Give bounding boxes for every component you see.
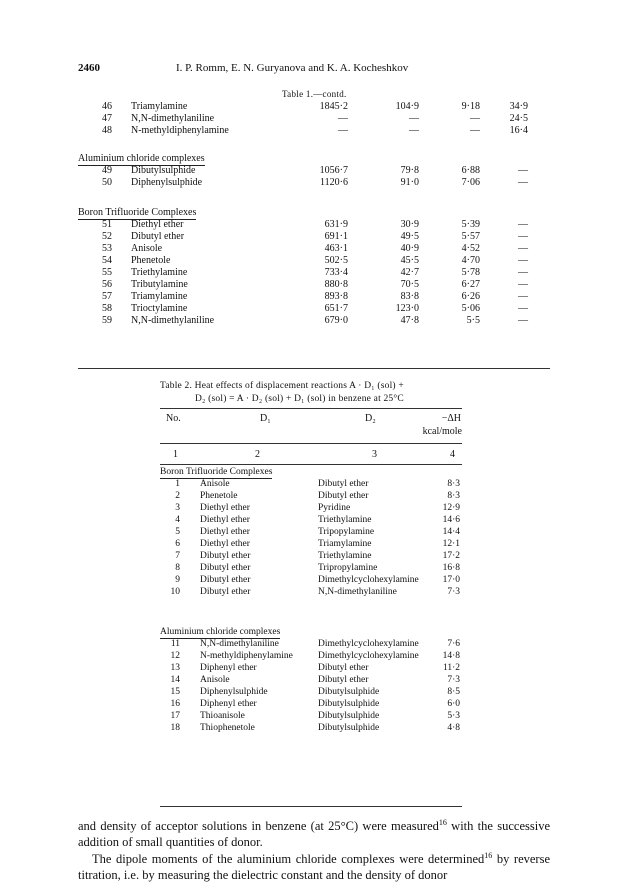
donor-2: Dimethylcyclohexylamine xyxy=(318,639,419,649)
table1-row xyxy=(0,315,624,327)
heat-value: 7·6 xyxy=(447,639,460,649)
compound-name: Tributylamine xyxy=(131,279,188,290)
donor-2: N,N-dimethylaniline xyxy=(318,587,397,597)
row-number: 1 xyxy=(175,479,180,489)
heat-value: 4·8 xyxy=(447,723,460,733)
heat-value: 8·3 xyxy=(447,479,460,489)
value-cell: — xyxy=(518,243,528,254)
table2-row xyxy=(0,698,624,710)
table2-row xyxy=(0,710,624,722)
table1-row xyxy=(0,113,624,125)
p2-reference: 16 xyxy=(484,850,493,860)
value-cell: 45·5 xyxy=(400,255,419,266)
table2-row xyxy=(0,650,624,662)
table2-top-rule xyxy=(160,408,462,409)
table1-row xyxy=(0,177,624,189)
value-cell: 733·4 xyxy=(324,267,348,278)
value-cell: 24·5 xyxy=(509,113,528,124)
row-number: 9 xyxy=(175,575,180,585)
value-cell: 5·06 xyxy=(461,303,480,314)
compound-name: Anisole xyxy=(131,243,163,254)
section-heading-aluminium: Aluminium chloride complexes xyxy=(160,627,281,637)
value-cell: — xyxy=(338,113,348,124)
author-line: I. P. Romm, E. N. Guryanova and K. A. Kocheshkov xyxy=(176,62,409,74)
donor-1: Diethyl ether xyxy=(200,503,250,513)
donor-2: Triamylamine xyxy=(318,539,372,549)
donor-2: Dibutyl ether xyxy=(318,491,369,501)
donor-1: Diphenyl ether xyxy=(200,663,257,673)
row-number: 53 xyxy=(102,243,112,254)
donor-1: Thioanisole xyxy=(200,711,245,721)
compound-name: N,N-dimethylaniline xyxy=(131,315,215,326)
table2-row xyxy=(0,574,624,586)
donor-2: Dimethylcyclohexylamine xyxy=(318,651,419,661)
donor-1: Dibutyl ether xyxy=(200,551,251,561)
table1-row xyxy=(0,101,624,113)
heat-value: 12·9 xyxy=(442,503,460,513)
row-number: 11 xyxy=(170,639,180,649)
donor-2: Dibutylsulphide xyxy=(318,723,380,733)
row-number: 49 xyxy=(102,165,112,176)
table1-row xyxy=(0,243,624,255)
p2-text: The dipole moments of the aluminium chloride complexes were determined xyxy=(92,852,485,866)
row-number: 16 xyxy=(170,699,180,709)
value-cell: 1845·2 xyxy=(319,101,348,112)
row-number: 54 xyxy=(102,255,112,266)
table2-row xyxy=(0,638,624,650)
value-cell: 70·5 xyxy=(400,279,419,290)
heat-value: 17·2 xyxy=(442,551,460,561)
table1-row xyxy=(0,231,624,243)
donor-1: Diphenylsulphide xyxy=(200,687,268,697)
row-number: 18 xyxy=(170,723,180,733)
value-cell: — xyxy=(518,315,528,326)
row-number: 56 xyxy=(102,279,112,290)
p2-tail: by reverse titration, i.e. by measuring the dielectric constant and the density of donor xyxy=(78,852,550,882)
donor-1: N-methyldiphenylamine xyxy=(200,651,293,661)
value-cell: 1120·6 xyxy=(320,177,348,188)
value-cell: — xyxy=(470,125,480,136)
value-cell: — xyxy=(518,165,528,176)
section-heading-boron: Boron Trifluoride Complexes xyxy=(160,467,273,477)
value-cell: — xyxy=(518,177,528,188)
value-cell: 6·26 xyxy=(461,291,480,302)
value-cell: 40·9 xyxy=(400,243,419,254)
page-number: 2460 xyxy=(78,62,100,74)
table2-caption-line1: Table 2. Heat effects of displacement reactions A · D₁ (sol) + xyxy=(160,381,404,391)
donor-1: Diphenyl ether xyxy=(200,699,257,709)
value-cell: — xyxy=(518,279,528,290)
value-cell: 7·06 xyxy=(461,177,480,188)
body-paragraph-1 xyxy=(78,818,550,850)
value-cell: 4·70 xyxy=(461,255,480,266)
value-cell: — xyxy=(518,303,528,314)
compound-name: Diethyl ether xyxy=(131,219,184,230)
compound-name: Triethylamine xyxy=(131,267,188,278)
colnum-1: 1 xyxy=(173,449,178,460)
value-cell: 5·57 xyxy=(461,231,480,242)
table2-header-rule xyxy=(160,443,462,444)
value-cell: 880·8 xyxy=(324,279,348,290)
table2-row xyxy=(0,526,624,538)
value-cell: 631·9 xyxy=(324,219,348,230)
value-cell: 4·52 xyxy=(461,243,480,254)
value-cell: 9·18 xyxy=(461,101,480,112)
row-number: 12 xyxy=(170,651,180,661)
p1-text: and density of acceptor solutions in benzene (at 25°C) were measured xyxy=(78,819,439,833)
value-cell: 6·88 xyxy=(461,165,480,176)
value-cell: — xyxy=(518,267,528,278)
value-cell: 1056·7 xyxy=(319,165,348,176)
table1-row xyxy=(0,279,624,291)
donor-2: Triethylamine xyxy=(318,515,372,525)
row-number: 15 xyxy=(170,687,180,697)
heat-value: 6·0 xyxy=(447,699,460,709)
heat-value: 8·5 xyxy=(447,687,460,697)
row-number: 13 xyxy=(170,663,180,673)
table1-row xyxy=(0,267,624,279)
heat-value: 14·6 xyxy=(442,515,460,525)
table1-row xyxy=(0,219,624,231)
col-d2-header: D₂ xyxy=(365,413,376,424)
donor-2: Dibutylsulphide xyxy=(318,711,380,721)
donor-2: Dibutylsulphide xyxy=(318,699,380,709)
heat-value: 17·0 xyxy=(442,575,460,585)
table2-row xyxy=(0,674,624,686)
compound-name: Dibutylsulphide xyxy=(131,165,196,176)
table1-row xyxy=(0,255,624,267)
value-cell: 6·27 xyxy=(461,279,480,290)
table2-row xyxy=(0,586,624,598)
table2-row xyxy=(0,478,624,490)
table1-row xyxy=(0,165,624,177)
table1-row xyxy=(0,125,624,137)
value-cell: 123·0 xyxy=(395,303,419,314)
value-cell: 104·9 xyxy=(395,101,419,112)
table1-caption: Table 1.—contd. xyxy=(282,89,347,99)
donor-1: Diethyl ether xyxy=(200,539,250,549)
section-heading-aluminium: Aluminium chloride complexes xyxy=(78,153,205,164)
value-cell: 5·78 xyxy=(461,267,480,278)
row-number: 51 xyxy=(102,219,112,230)
col-d1-header: D₁ xyxy=(260,413,271,424)
value-cell: — xyxy=(518,231,528,242)
value-cell: — xyxy=(338,125,348,136)
table1-bottom-rule xyxy=(78,368,550,369)
value-cell: 893·8 xyxy=(324,291,348,302)
row-number: 46 xyxy=(102,101,112,112)
value-cell: — xyxy=(409,113,419,124)
value-cell: 47·8 xyxy=(400,315,419,326)
value-cell: 30·9 xyxy=(400,219,419,230)
value-cell: — xyxy=(470,113,480,124)
table2-row xyxy=(0,502,624,514)
table2-row xyxy=(0,514,624,526)
heat-value: 14·4 xyxy=(442,527,460,537)
row-number: 48 xyxy=(102,125,112,136)
donor-2: Tripropylamine xyxy=(318,563,378,573)
row-number: 14 xyxy=(170,675,180,685)
compound-name: Phenetole xyxy=(131,255,171,266)
value-cell: 34·9 xyxy=(509,101,528,112)
compound-name: Trioctylamine xyxy=(131,303,188,314)
donor-1: N,N-dimethylaniline xyxy=(200,639,279,649)
value-cell: 83·8 xyxy=(400,291,419,302)
row-number: 58 xyxy=(102,303,112,314)
table1-row xyxy=(0,303,624,315)
value-cell: 463·1 xyxy=(324,243,348,254)
donor-1: Anisole xyxy=(200,675,230,685)
row-number: 5 xyxy=(175,527,180,537)
col-no-header: No. xyxy=(166,413,181,424)
table2-row xyxy=(0,490,624,502)
donor-1: Anisole xyxy=(200,479,230,489)
donor-2: Dibutyl ether xyxy=(318,675,369,685)
compound-name: Dibutyl ether xyxy=(131,231,185,242)
heat-value: 7·3 xyxy=(447,587,460,597)
donor-2: Dibutyl ether xyxy=(318,479,369,489)
compound-name: Triamylamine xyxy=(131,101,188,112)
p1-reference: 16 xyxy=(438,817,447,827)
row-number: 59 xyxy=(102,315,112,326)
donor-2: Dibutyl ether xyxy=(318,663,369,673)
compound-name: Diphenylsulphide xyxy=(131,177,203,188)
donor-1: Dibutyl ether xyxy=(200,587,251,597)
row-number: 55 xyxy=(102,267,112,278)
body-paragraph-2 xyxy=(78,851,550,883)
table2-bottom-rule xyxy=(160,806,462,807)
donor-1: Diethyl ether xyxy=(200,527,250,537)
colnum-4: 4 xyxy=(450,449,455,460)
table2-colnum-rule xyxy=(160,464,462,465)
value-cell: — xyxy=(518,255,528,266)
colnum-3: 3 xyxy=(372,449,377,460)
compound-name: N,N-dimethylaniline xyxy=(131,113,215,124)
value-cell: — xyxy=(518,219,528,230)
donor-1: Dibutyl ether xyxy=(200,575,251,585)
section-heading-boron: Boron Trifluoride Complexes xyxy=(78,207,197,218)
value-cell: — xyxy=(409,125,419,136)
table2-row xyxy=(0,722,624,734)
table2-row xyxy=(0,686,624,698)
value-cell: 502·5 xyxy=(324,255,348,266)
row-number: 52 xyxy=(102,231,112,242)
donor-2: Dibutylsulphide xyxy=(318,687,380,697)
col-dh-unit: kcal/mole xyxy=(422,426,462,437)
table2-row xyxy=(0,550,624,562)
value-cell: 691·1 xyxy=(324,231,348,242)
donor-1: Thiophenetole xyxy=(200,723,255,733)
row-number: 17 xyxy=(170,711,180,721)
value-cell: 79·8 xyxy=(400,165,419,176)
value-cell: 49·5 xyxy=(400,231,419,242)
row-number: 2 xyxy=(175,491,180,501)
value-cell: 679·0 xyxy=(324,315,348,326)
donor-1: Phenetole xyxy=(200,491,238,501)
donor-2: Dimethylcyclohexylamine xyxy=(318,575,419,585)
value-cell: 42·7 xyxy=(400,267,419,278)
row-number: 4 xyxy=(175,515,180,525)
col-dh-header: −ΔH xyxy=(441,413,461,424)
table2-row xyxy=(0,662,624,674)
heat-value: 7·3 xyxy=(447,675,460,685)
heat-value: 8·3 xyxy=(447,491,460,501)
row-number: 47 xyxy=(102,113,112,124)
heat-value: 14·8 xyxy=(442,651,460,661)
row-number: 3 xyxy=(175,503,180,513)
table2-row xyxy=(0,562,624,574)
colnum-2: 2 xyxy=(255,449,260,460)
heat-value: 11·2 xyxy=(442,663,460,673)
table2-caption-line2: D₂ (sol) = A · D₂ (sol) + D₁ (sol) in benzene at 25°C xyxy=(195,394,404,404)
heat-value: 5·3 xyxy=(447,711,460,721)
row-number: 6 xyxy=(175,539,180,549)
compound-name: Triamylamine xyxy=(131,291,188,302)
donor-2: Tripopylamine xyxy=(318,527,375,537)
table2-row xyxy=(0,538,624,550)
donor-2: Triethylamine xyxy=(318,551,372,561)
value-cell: 651·7 xyxy=(324,303,348,314)
p1-tail: with the successive addition of small quantities of donor. xyxy=(78,819,550,849)
donor-1: Diethyl ether xyxy=(200,515,250,525)
value-cell: — xyxy=(518,291,528,302)
heat-value: 16·8 xyxy=(442,563,460,573)
table1-row xyxy=(0,291,624,303)
row-number: 10 xyxy=(170,587,180,597)
donor-1: Dibutyl ether xyxy=(200,563,251,573)
row-number: 57 xyxy=(102,291,112,302)
value-cell: 16·4 xyxy=(509,125,528,136)
row-number: 7 xyxy=(175,551,180,561)
row-number: 50 xyxy=(102,177,112,188)
value-cell: 5·5 xyxy=(466,315,480,326)
row-number: 8 xyxy=(175,563,180,573)
heat-value: 12·1 xyxy=(442,539,460,549)
compound-name: N-methyldiphenylamine xyxy=(131,125,229,136)
value-cell: 5·39 xyxy=(461,219,480,230)
donor-2: Pyridine xyxy=(318,503,351,513)
value-cell: 91·0 xyxy=(400,177,419,188)
